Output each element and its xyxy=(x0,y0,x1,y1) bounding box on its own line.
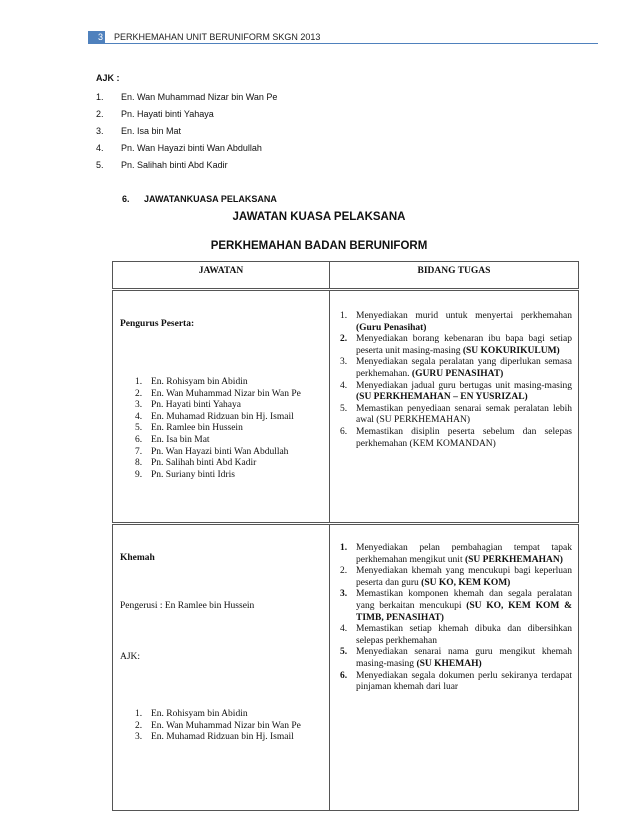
ajk-item: 4. Pn. Wan Hayazi binti Wan Abdullah xyxy=(96,143,262,153)
row1-jawatan-cell xyxy=(112,290,330,523)
member-list xyxy=(135,377,315,481)
list-item: 4. Menyediakan jadual guru bertugas unit masing-masing (SU PERKHEMAHAN – EN YUSRIZAL) xyxy=(340,380,572,403)
ajk-item: 5. Pn. Salihah binti Abd Kadir xyxy=(96,160,228,170)
list-item: 4. Memastikan setiap khemah dibuka dan dibersihkan selepas perkhemahan xyxy=(340,624,572,646)
chairperson: Pengerusi : En Ramlee bin Hussein xyxy=(120,601,255,611)
list-item: 3. Menyediakan segala peralatan yang diperlukan semasa perkhemahan. (GURU PENASIHAT) xyxy=(340,357,572,379)
section-heading: 6. JAWATANKUASA PELAKSANA xyxy=(122,194,277,204)
list-item: 5. En. Ramlee bin Hussein xyxy=(135,423,243,434)
list-item: 7. Pn. Wan Hayazi binti Wan Abdullah xyxy=(135,446,289,457)
page-number: 3 xyxy=(88,31,105,44)
row-heading: Khemah xyxy=(120,553,155,563)
header-rule xyxy=(105,43,598,44)
ajk-item: 3. En. Isa bin Mat xyxy=(96,126,182,136)
col-header-bidang-tugas: BIDANG TUGAS xyxy=(329,261,579,289)
list-item: 1. En. Rohisyam bin Abidin xyxy=(135,377,248,387)
list-item: 1. En. Rohisyam bin Abidin xyxy=(135,709,248,719)
task-list xyxy=(340,311,572,450)
row2-jawatan-cell xyxy=(112,524,330,811)
document-title: JAWATAN KUASA PELAKSANA xyxy=(232,211,406,223)
header-title: PERKHEMAHAN UNIT BERUNIFORM SKGN 2013 xyxy=(114,32,321,42)
list-item: 1. Menyediakan murid untuk menyertai perkhemahan (Guru Penasihat) xyxy=(340,311,572,333)
row2-tugas-cell xyxy=(329,524,579,811)
ajk-label: AJK: xyxy=(120,652,141,662)
list-item: 4. En. Muhamad Ridzuan bin Hj. Ismail xyxy=(135,411,294,422)
duty-table xyxy=(112,261,579,811)
row1-tugas-cell xyxy=(329,290,579,523)
list-item: 2. En. Wan Muhammad Nizar bin Wan Pe xyxy=(135,388,301,399)
page-header xyxy=(88,31,598,44)
list-item: 9. Pn. Suriany binti Idris xyxy=(135,469,235,480)
list-item: 5. Memastikan penyediaan senarai semak peralatan lebih awal (SU PERKHEMAHAN) xyxy=(340,403,572,426)
ajk-item: 2. Pn. Hayati binti Yahaya xyxy=(96,109,214,119)
row-heading: Pengurus Peserta: xyxy=(120,319,195,329)
list-item: 3. Pn. Hayati binti Yahaya xyxy=(135,400,241,411)
list-item: 5. Menyediakan senarai nama guru mengikut khemah masing-masing (SU KHEMAH) xyxy=(340,647,572,669)
list-item: 2. En. Wan Muhammad Nizar bin Wan Pe xyxy=(135,720,301,731)
list-item: 2. Menyediakan borang kebenaran ibu bapa bagi setiap peserta unit masing-masing (SU KOKURIKULUM) xyxy=(340,334,572,356)
list-item: 8. Pn. Salihah binti Abd Kadir xyxy=(135,458,257,469)
list-item: 2. Menyediakan khemah yang mencukupi bagi keperluan peserta dan guru (SU KO, KEM KOM) xyxy=(340,566,572,588)
member-list xyxy=(135,709,315,744)
list-item: 6. Menyediakan segala dokumen perlu sekiranya terdapat pinjaman khemah dari luar xyxy=(340,670,572,693)
list-item: 3. Memastikan komponen khemah dan segala peralatan yang berkaitan mencukupi (SU KO, KEM KOM & TIMB, PENASIHAT) xyxy=(340,589,572,623)
list-item: 1. Menyediakan pelan pembahagian tempat tapak perkhemahan mengikut unit (SU PERKHEMAHAN) xyxy=(340,543,572,565)
list-item: 6. Memastikan disiplin peserta sebelum dan selepas perkhemahan (KEM KOMANDAN) xyxy=(340,426,572,449)
ajk-label: AJK : xyxy=(96,73,120,83)
list-item: 3. En. Muhamad Ridzuan bin Hj. Ismail xyxy=(135,732,294,743)
list-item: 6. En. Isa bin Mat xyxy=(135,434,210,445)
col-header-jawatan: JAWATAN xyxy=(112,261,330,289)
ajk-item: 1. En. Wan Muhammad Nizar bin Wan Pe xyxy=(96,92,278,102)
task-list xyxy=(340,543,572,694)
document-subtitle: PERKHEMAHAN BADAN BERUNIFORM xyxy=(210,240,428,252)
